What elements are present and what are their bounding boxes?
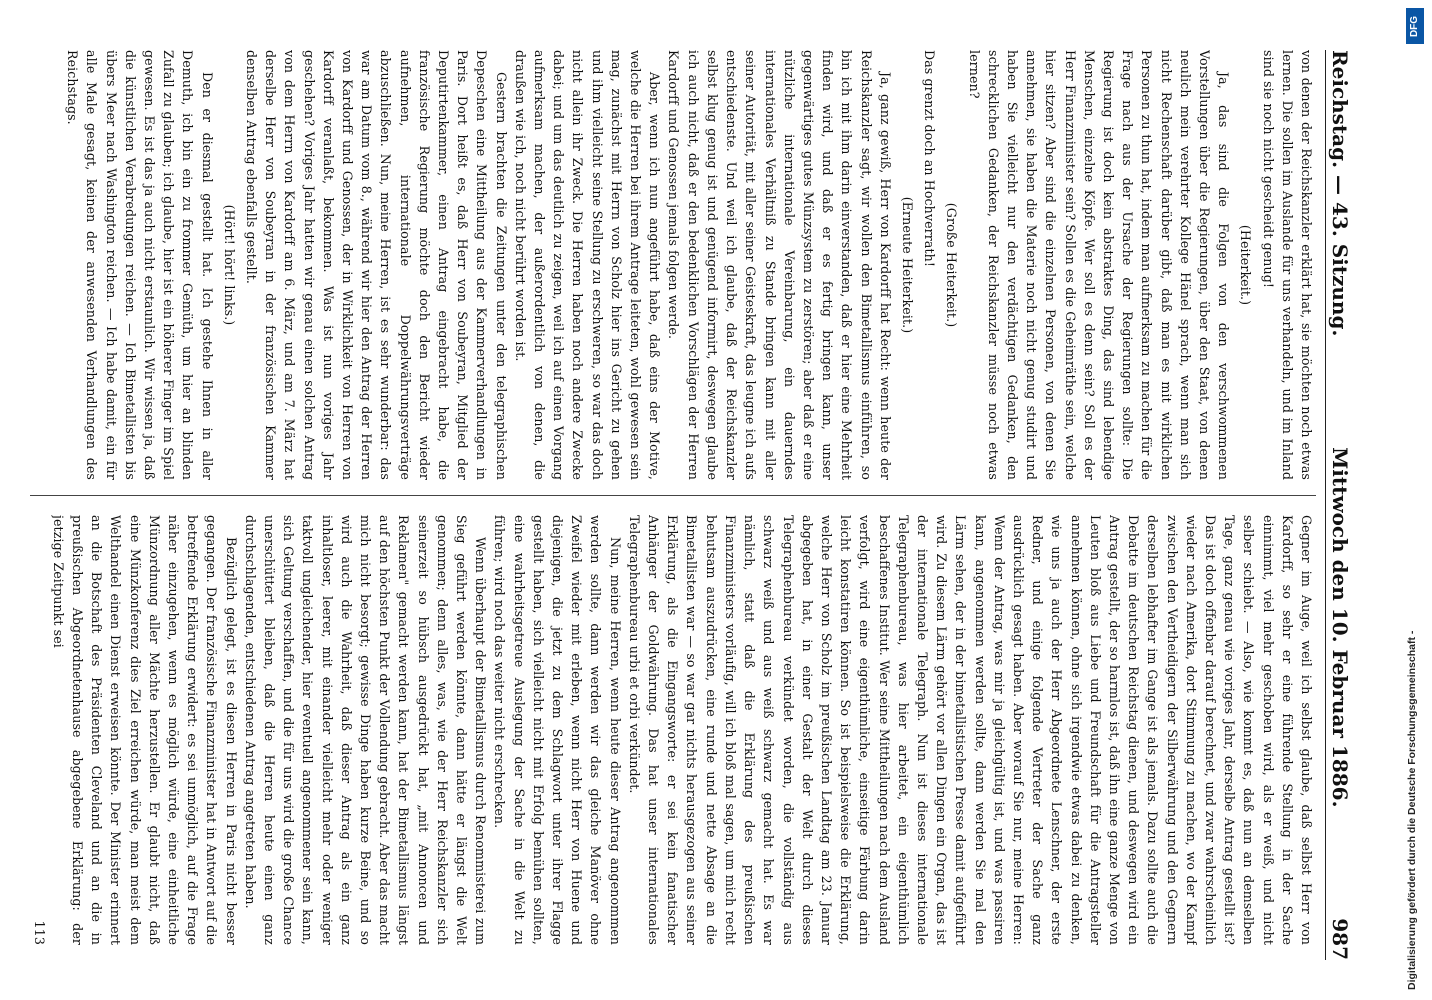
paragraph: Den er diesmal gestellt hat. Ich gestehe Ihnen in aller Demuth, ich bin ein zu frommer Gemüth, um hier an blinden Zufall zu glauben; ich glaube, hier ist ein höherer Finger im Spiel gewesen. Es ist das ja auch nicht erstaunlich. Wir wissen ja, daß die künstlichen Verabredungen reichen. — Ich Bimetallisten bis übers Meer nach Washington reichen. — Ich habe damit, ein für alle Male gesagt, keinen der anwesenden Verhandlungen des Reichstags. xyxy=(65,50,215,480)
paragraph: Ja, das sind die Folgen von den verschwommenen Vorstellungen über die Regierungen, über den Staat, von denen neulich mein verehrter Kollege Hänel sprach, wenn man sich nicht Rechenschaft darüber gibt, daß man es mit wirklichen Personen zu thun hat, indem man aufmerksam zu machen für die Frage nach aus der Ursache der Regierungen sollte: Die Regierung ist doch kein abstraktes Ding, das sind lebendige Menschen, einzelne Köpfe. Wer soll es denn sein? Soll es der Herr Finanzminister sein? Sollen es die Geheimräthe sein, welche hier sitzen? Aber sind die einzelnen Personen, von denen Sie annehmen, sie haben die Materie noch nicht genug studirt und haben Sie vielleicht nur den verdächtigen Gedanken, den schrecklichen Gedanken, der Reichskanzler müsse noch etwas lernen? xyxy=(966,50,1232,480)
column-divider xyxy=(30,495,1316,496)
paragraph: Nun, meine Herren, wenn heute dieser Antrag angenommen werden sollte, dann werden wir das gleiche Manöver ohne Zweifel wieder mit erleben, wenn nicht Herr von Huene und diejenigen, die jetzt zu dem Schlagwort unter ihrer Flagge gestellt haben, sich vielleicht nicht mit Erfolg bemühen sollten, eine wahrheitsgetreue Auslegung der Sache in die Welt zu führen; wird noch das weiter nicht erschrecken. xyxy=(492,515,623,945)
header-session: Reichstag. — 43. Sitzung. xyxy=(1328,50,1352,337)
dfg-credit-text: Digitalisierung gefördert durch die Deutsche Forschungsgemeinschaft - xyxy=(1406,630,1418,990)
paragraph: Ja, ganz gewiß, Herr von Kardorff hat Recht: wenn heute der Reichskanzler sagt, wir wollen den Bimetallismus einführen, so bin ich mit ihm darin einverstanden, daß er hier eine Mehrheit finden wird, und daß er es fertig bringen kann, unser gegenwärtiges gutes Münzsystem zu zerstören; aber daß er eine nützliche internationale Vereinbarung, ein dauerndes internationales Verhältniß zu Stande bringen kann mit aller seiner Autorität, mit aller seiner Geisteskraft, das leugne ich aufs entschiedenste. Und weil ich glaube, daß der Reichskanzler selbst klug genug ist und genügend informirt, deswegen glaube ich auch nicht, daß er den bedenklichen Vorschlägen der Herren Kardorff und Genossen jemals folgen werde. xyxy=(666,50,893,480)
interjection: (Heiterkeit.) xyxy=(1238,224,1254,306)
header-date: Mittwoch den 10. Februar 1886. xyxy=(1328,447,1352,808)
paragraph: Aber, wenn ich nun angeführt habe, daß eins der Motive, welche die Herren bei ihrem Antrage leiteten, wohl gewesen sein mag, zunächst mit Herrn von Scholz hier ins Gericht zu gehen und ihm vielleicht seine Stellung zu erschweren, so war das doch nicht allein ihr Zweck. Die Herren haben noch andere Zwecke dabei; und um das deutlich zu zeigen, weil ich auf einen Vorgang aufmerksam machen, der außerordentlich von denen, die draußen wie ich, noch nicht berührt worden ist. xyxy=(512,50,663,480)
paragraph: Bezüglich gelegt, ist es diesen Herren in Paris nicht besser gegangen. Der französische Finanzminister hat in Antwort auf die betreffende Erklärung erwidert: es sei unmöglich, auf die Frage näher einzugehen, wenn es möglich würde, eine einheitliche Münzordnung aller Mächte herzustellen. Er glaubt nicht, daß eine Münzkonferenz dies Ziel erreichen würde, man meist dem Welthandel einen Dienst erweisen könnte. Der Minister erinnert an die Botschaft des Präsidenten Cleveland und an die in preußischen Abgeordnetenhause abgegebene Erklärung: der jetzige Zeitpunkt sei xyxy=(50,515,239,945)
dfg-credit-strip xyxy=(1400,0,1432,1000)
page-number: 987 xyxy=(1328,918,1352,960)
paragraph: 113 xyxy=(31,920,47,945)
paragraph: Das grenzt doch an Hochverrath! xyxy=(922,50,938,268)
dfg-logo-icon xyxy=(1406,8,1424,44)
paragraph: Gestern brachten die Zeitungen unter den telegraphischen Depeschen eine Mittheilung aus der Kammerverhandlungen in Paris. Dort heißt es, daß Herr von Soubeyran, Mitglied der Deputirtenkammer, einen Antrag eingebracht habe, die französische Regierung möchte doch den Bericht wieder aufnehmen, internationale Doppelwährungsverträge abzuschließen. Nun, meine Herren, ist es sehr wunderbar: das war am Datum vom 8., während wir hier den Antrag der Herren von Kardorff und Genossen, der in Wirklichkeit von Herren von Kardorff veranlaßt, bekommen. Was ist nun voriges Jahr geschehen? Voriges Jahr hatten wir genau einen solchen Antrag von dem Herrn von Kardorff am 6. März, und am 7. März hat derselbe Herr von Soubeyran in der französischen Kammer denselben Antrag ebenfalls gestellt. xyxy=(244,50,509,480)
interjection: (Große Heiterkeit.) xyxy=(944,202,960,328)
left-text-column xyxy=(30,50,1316,480)
right-text-column xyxy=(30,515,1316,945)
paragraph: Gegner im Auge, weil ich selbst glaube, daß selbst Herr von Kardorff, so sehr er eine führende Stellung in der Sache einnimmt, viel mehr geschoben wird, als er weiß, und nicht selber schiebt. — Also, wie kommt es, daß nun an demselben Tage, ganz genau wie voriges Jahr, derselbe Antrag gestellt ist? Das ist doch offenbar darauf berechnet, und zwar wahrscheinlich wieder nach Amerika, dort Stimmung zu machen, wo der Kampf zwischen den Vertheidigern der Silberwährung und den Gegnern derselben lebhafter im Gange ist als jemals. Dazu sollte auch die Debatte im deutschen Reichstag dienen, und deswegen wird ein Antrag gestellt, der so harmlos ist, daß ihn eine ganze Menge von Leuten bloß aus Liebe und Freundschaft für die Antragsteller annehmen können, ohne sich irgendwie etwas dabei zu denken, wie uns ja auch der Herr Abgeordnete Lenschner, der erste Redner, und einige folgende Vertreter der Sache ganz ausdrücklich gesagt haben. Aber worauf Sie nur, meine Herren: Wenn der Antrag, was mir ja gleichgültig ist, und was passiren kann, angenommen werden sollte, dann werden Sie mal den Lärm sehen, der in der bimetallistischen Presse damit aufgeführt wird. Zu diesem Lärm gehört vor allen Dingen ein Organ, das ist der internationale Telegraph. Nun ist dieses internationale Telegraphenbureau, was hier arbeitet, ein eigenthümlich beschaffenes Institut. Wer seine Mittheilungen nach dem Ausland verfolgt, wird eine eigenthümliche, einseitige Färbung darin leicht konstatiren können. So ist beispielsweise die Erklärung, welche Herr von Scholz im preußischen Landtag am 23. Januar abgegeben hat, in einer Gestalt der Welt durch dieses Telegraphenbureau verkündet worden, die vollständig aus schwarz weiß und aus weiß schwarz gemacht hat. Es war nämlich, statt daß die Erklärung des preußischen Finanzministers vorläufig, will ich bloß mal sagen, um mich recht behutsam auszudrücken, eine runde und nette Absage an die Bimetallisten war — so war gar nichts herausgezogen aus seiner Erklärung, als die Eingangsworte: er sei kein fanatischer Anhänger der Goldwährung. Das hat unser internationales Telegraphenbureau urbi et orbi verkündet. xyxy=(626,515,1314,945)
dfg-logo-text: DFG xyxy=(1409,15,1421,37)
interjection: (Erneute Heiterkeit.) xyxy=(899,196,915,334)
paragraph: von denen der Reichskanzler erklärt hat, sie möchten noch etwas lernen. Die sollen im Auslande für uns verhandeln, und im Inland sind sie noch nicht gescheidt genug! xyxy=(1260,50,1314,480)
page-header xyxy=(1325,50,1364,960)
paragraph: Wenn überhaupt der Bimetallismus durch Renommisterei zum Sieg geführt werden könnte, dann hätte er längst die Welt genommen; denn alles, was, wie der Herr Reichskanzler sich seinerzeit so hübsch ausgedrückt hat, „mit Annoncen und Reklamen" gemacht werden kann, hat der Bimetallismus längst auf den höchsten Punkt der Vollendung gebracht. Aber das macht mich nicht besorgt; gewisse Dinge haben kurze Beine, und so wird auch die Wahrheit, daß dieser Antrag als ein ganz inhaltloser, leerer, mit einander vielleicht mehr oder weniger taktvoll ungleichender, hier eventuell angenommener sein kann, sich Geltung verschaffen, und die für uns wird die große Chance unerschüttert bleiben, daß die Herren heute einen ganz durchschlagenden, entschiedenen Antrag angetreten haben. xyxy=(242,515,489,945)
interjection: (Hört! hört! links.) xyxy=(221,204,237,326)
